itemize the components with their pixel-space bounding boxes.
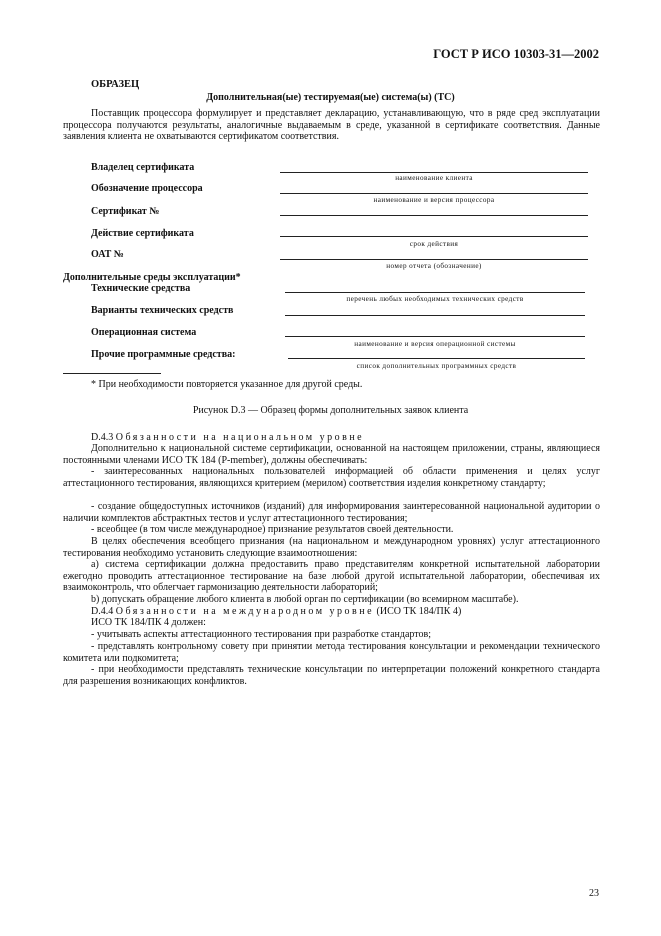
section-d444-item-2: - представлять контрольному совету при принятии метода тестирования консультации и рекомендации технического комитета или подкомитета; bbox=[63, 641, 600, 664]
section-d443-item-a: а) система сертификации должна предоставить право представителям конкретной испытательной лаборатории ежегодно проводить аттестационное тестирование на базе любой другой испытательной лаборатории, обеспечивая их взаимоконтроль, что облегчает гармонизацию деятельности лабораторий; bbox=[63, 559, 600, 594]
field-hardware-label: Технические средства bbox=[91, 283, 191, 294]
footnote: * При необходимости повторяется указанное для другой среды. bbox=[91, 379, 363, 390]
field-os-line bbox=[285, 336, 585, 337]
document-header: ГОСТ Р ИСО 10303-31—2002 bbox=[433, 47, 599, 61]
section-d443-title: Обязанности на национальном уровне bbox=[115, 432, 365, 443]
field-other-sw-label: Прочие программные средства: bbox=[91, 349, 236, 360]
form-subtitle: Дополнительная(ые) тестируемая(ые) система(ы) (ТС) bbox=[206, 92, 455, 103]
section-d444-item-3: - при необходимости представлять технические консультации по интерпретации положений конкретного стандарта для разрешения возникающих конфликтов. bbox=[63, 664, 600, 687]
section-d443-number: D.4.3 bbox=[91, 432, 114, 443]
section-d444-number: D.4.4 bbox=[91, 606, 114, 617]
form-intro: Поставщик процессора формулирует и представляет декларацию, устанавливающую, что в ряде сред эксплуатации процессора получаются результаты, аналогичные выдаваемым в среде, указанной в сертификате соответствия. Данные заявления клиента не охватываются сертификатом соответствия. bbox=[63, 108, 600, 143]
section-d444-item-1: - учитывать аспекты аттестационного тестирования при разработке стандартов; bbox=[91, 629, 432, 640]
field-owner-line bbox=[280, 172, 588, 173]
section-d443-item-b: b) допускать обращение любого клиента в любой орган по сертификации (во всемирном масштабе). bbox=[91, 594, 519, 605]
section-d444-ref: (ИСО ТК 184/ПК 4) bbox=[376, 606, 462, 617]
field-os-caption: наименование и версия операционной системы bbox=[354, 340, 516, 348]
field-validity-line bbox=[280, 236, 588, 237]
field-processor-caption: наименование и версия процессора bbox=[373, 196, 495, 204]
section-d443-item-3: - всеобщее (в том числе международное) признание результатов своей деятельности. bbox=[91, 524, 454, 535]
footnote-divider bbox=[63, 373, 161, 374]
figure-caption: Рисунок D.3 — Образец формы дополнительных заявок клиента bbox=[192, 405, 469, 416]
section-d444-intro: ИСО ТК 184/ПК 4 должен: bbox=[91, 617, 206, 628]
section-d443-intro: Дополнительно к национальной системе сертификации, основанной на настоящем приложении, страны, являющиеся постоянными членами ИСО ТК 184 (P-member), должны обеспечивать: bbox=[63, 443, 600, 466]
field-validity-label: Действие сертификата bbox=[91, 228, 194, 239]
section-d444-heading bbox=[91, 606, 461, 617]
field-hw-variants-label: Варианты технических средств bbox=[91, 305, 234, 316]
field-owner-caption: наименование клиента bbox=[395, 174, 473, 182]
field-os-label: Операционная система bbox=[91, 327, 197, 338]
section-d444-title: Обязанности на международном уровне bbox=[115, 606, 375, 617]
field-certificate-label: Сертификат № bbox=[91, 206, 160, 217]
field-owner-label: Владелец сертификата bbox=[91, 162, 195, 173]
field-oat-label: ОАТ № bbox=[91, 249, 124, 260]
section-d443-heading bbox=[91, 432, 364, 443]
field-oat-line bbox=[280, 259, 588, 260]
field-other-sw-caption: список дополнительных программных средств bbox=[356, 362, 517, 370]
field-processor-line bbox=[280, 193, 588, 194]
extra-env-label: Дополнительные среды эксплуатации* bbox=[63, 272, 241, 283]
field-hardware-caption: перечень любых необходимых технических средств bbox=[346, 295, 524, 303]
field-other-sw-line bbox=[288, 358, 585, 359]
section-d443-item-1: - заинтересованных национальных пользователей информацией об области применения и целях услуг аттестационного тестирования, являющихся критерием (мерилом) соответствия изделия конкретному стандарту; bbox=[63, 466, 600, 489]
page-number: 23 bbox=[589, 888, 599, 899]
sample-label: ОБРАЗЕЦ bbox=[91, 79, 140, 90]
field-processor-label: Обозначение процессора bbox=[91, 183, 203, 194]
field-certificate-line bbox=[280, 215, 588, 216]
field-oat-caption: номер отчета (обозначение) bbox=[386, 262, 482, 270]
section-d443-item-2: - создание общедоступных источников (изданий) для информирования заинтересованной национальной аудитории о наличии комплектов абстрактных тестов и услуг аттестационного тестирования; bbox=[63, 501, 600, 524]
field-hw-variants-line bbox=[285, 315, 585, 316]
field-hardware-line bbox=[285, 292, 585, 293]
field-validity-caption: срок действия bbox=[409, 240, 459, 248]
section-d443-para-2: В целях обеспечения всеобщего признания (на национальном и международном уровнях) услуг аттестационного тестирования необходимо установить следующие взаимоотношения: bbox=[63, 536, 600, 559]
